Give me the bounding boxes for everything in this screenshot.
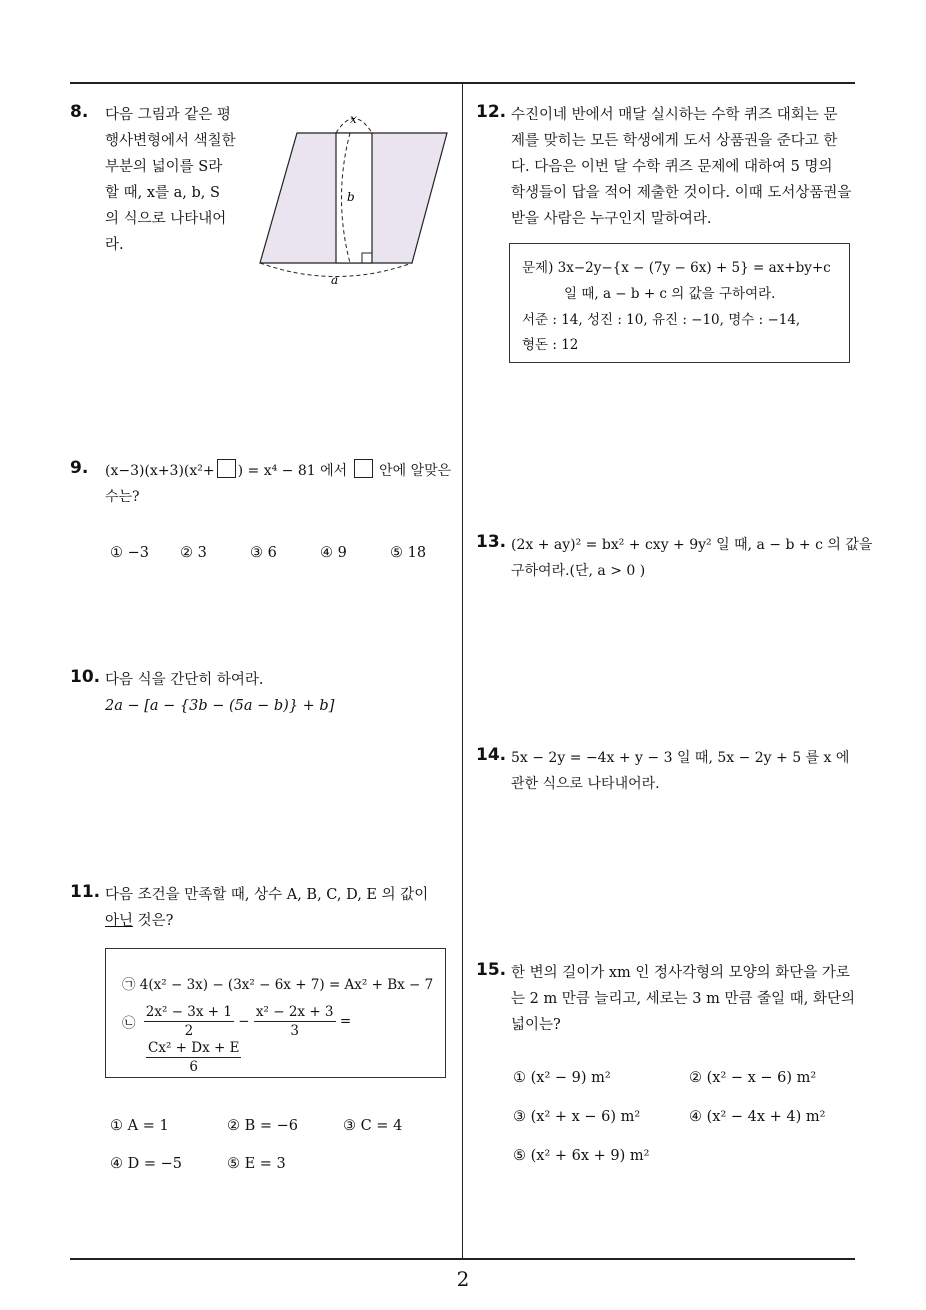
condition-text: 4(x² − 3x) − (3x² − 6x + 7) = Ax² + Bx − 7 [139,977,434,993]
choice-1[interactable]: ① −3 [110,545,149,561]
question-number: 14. [476,745,507,765]
question-number: 9. [70,458,89,478]
minus-sign: − [238,1013,250,1030]
choice-4[interactable]: ④ (x² − 4x + 4) m² [689,1109,826,1125]
fraction-numerator: 2x² − 3x + 1 [145,1004,232,1020]
fraction-3 [146,1039,241,1076]
text-line: 5x − 2y = −4x + y − 3 일 때, 5x − 2y + 5 를 x 에 [511,750,850,766]
text-line: 한 변의 길이가 xm 인 정사각형의 모양의 화단을 가로 [511,965,850,981]
fraction-2 [254,1003,336,1040]
bottom-rule [70,1258,855,1260]
underlined-word: 아닌 [105,913,134,929]
text-line: 관한 식으로 나타내어라. [511,776,660,792]
condition-mark: ㉡ [122,1015,136,1032]
question-number: 12. [476,102,507,122]
text-line: 라. [105,237,124,253]
choice-4[interactable]: ④ 9 [320,545,347,561]
question-12 [476,102,866,242]
question-number: 11. [70,882,101,902]
text-line: 행사변형에서 색칠한 [105,133,236,149]
question-14 [476,745,866,805]
question-text [511,102,851,232]
parallelogram-figure [255,108,455,288]
choice-1[interactable]: ① A = 1 [110,1118,169,1134]
label-x: x [350,112,357,126]
choice-5[interactable]: ⑤ (x² + 6x + 9) m² [513,1148,650,1164]
text-after: 안에 알맞은 [379,463,452,479]
choice-4[interactable]: ④ D = −5 [110,1156,182,1172]
text-line: 제를 맞히는 모든 학생에게 도서 상품권을 준다고 한 [511,133,838,149]
fraction-1 [144,1003,234,1040]
text-line: 수진이네 반에서 매달 실시하는 수학 퀴즈 대회는 문 [511,107,838,123]
problem-box [509,243,850,363]
question-text [511,960,855,1038]
text-line: 넓이는? [511,1017,561,1033]
expression-line: 2a − [a − {3b − (5a − b)} + b] [105,698,335,714]
fraction-denominator: 2 [184,1023,194,1039]
choice-2[interactable]: ② B = −6 [227,1118,299,1134]
text-rest: 것은? [133,913,174,929]
text-line: (2x + ay)² = bx² + cxy + 9y² 일 때, a − b + c 의 값을 [511,537,873,553]
choice-3[interactable]: ③ C = 4 [343,1118,403,1134]
page-number: 2 [456,1267,470,1291]
text-line: 부분의 넓이를 S라 [105,159,223,175]
text-line: 다음 식을 간단히 하여라. [105,672,264,688]
choice-2[interactable]: ② 3 [180,545,207,561]
text-line [105,458,451,484]
text-line: 다음 조건을 만족할 때, 상수 A, B, C, D, E 의 값이 [105,887,429,903]
question-15 [476,960,866,1050]
expression-left: (x−3)(x+3)(x²+ [105,463,215,479]
question-number: 10. [70,667,101,687]
question-13 [476,532,873,592]
text-line: 는 2 m 만큼 늘리고, 세로는 3 m 만큼 줄일 때, 화단의 [511,991,855,1007]
question-10 [70,667,460,727]
text-line: 받을 사람은 누구인지 말하여라. [511,211,712,227]
question-number: 13. [476,532,507,552]
condition-mark: ㉠ [122,977,136,993]
question-number: 15. [476,960,507,980]
text-line: 수는? [105,489,140,505]
box-line: 형돈 : 12 [522,337,579,353]
fraction-denominator: 6 [189,1059,199,1075]
condition-2 [122,1003,351,1040]
box-line: 일 때, a − b + c 의 값을 구하여라. [564,286,776,302]
text-line: 구하여라.(단, a > 0 ) [511,563,646,579]
fraction-numerator: Cx² + Dx + E [148,1040,240,1056]
question-text [105,458,451,510]
condition-box [105,948,446,1078]
question-text [105,667,334,719]
expression-right: ) = x⁴ − 81 에서 [237,463,348,479]
question-11 [70,882,460,942]
condition-1 [122,973,433,993]
box-line: 서준 : 14, 성진 : 10, 유진 : −10, 명수 : −14, [522,312,801,328]
question-text [511,532,872,584]
choice-1[interactable]: ① (x² − 9) m² [513,1070,611,1086]
question-text [105,882,428,934]
fraction-numerator: x² − 2x + 3 [255,1004,334,1020]
question-text [105,102,275,258]
choice-2[interactable]: ② (x² − x − 6) m² [689,1070,817,1086]
label-a: a [331,273,339,287]
choice-3[interactable]: ③ 6 [250,545,277,561]
text-line: 할 때, x를 a, b, S [105,185,220,201]
text-line: 다음 그림과 같은 평 [105,107,231,123]
label-b: b [347,190,355,204]
box-line: 문제) 3x−2y−{x − (7y − 6x) + 5} = ax+by+c [522,260,831,276]
choice-5[interactable]: ⑤ 18 [390,545,427,561]
column-divider [462,83,463,1258]
question-text [511,745,849,797]
text-line: 다. 다음은 이번 달 수학 퀴즈 문제에 대하여 5 명의 [511,159,833,175]
choice-3[interactable]: ③ (x² + x − 6) m² [513,1109,641,1125]
question-number: 8. [70,102,89,122]
text-line: 의 식으로 나타내어 [105,211,227,227]
text-line: 학생들이 답을 적어 제출한 것이다. 이때 도서상품권을 [511,185,852,201]
fraction-denominator: 3 [290,1023,299,1039]
blank-box [217,459,236,478]
text-line [105,908,428,934]
choice-5[interactable]: ⑤ E = 3 [227,1156,286,1172]
condition-2-result [146,1039,241,1076]
blank-box [354,459,373,478]
equals-sign: = [339,1013,352,1030]
